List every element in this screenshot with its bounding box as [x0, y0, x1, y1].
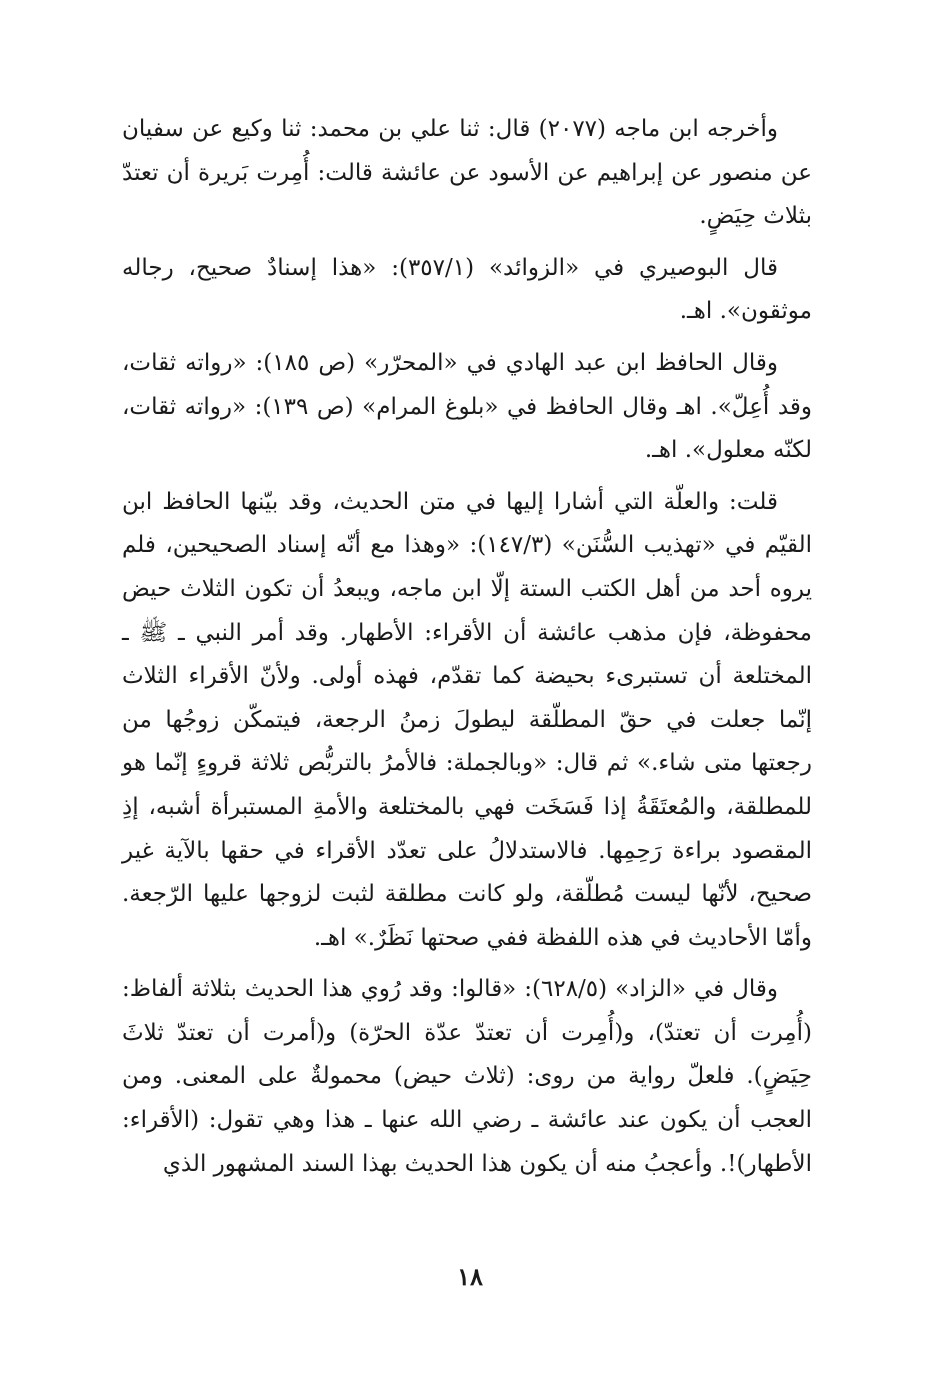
paragraph-ibn-majah: وأخرجه ابن ماجه (٢٠٧٧) قال: ثنا علي بن محمد: ثنا وكيع عن سفيان عن منصور عن إبراهيم عن الأسود عن عائشة قالت: أُمِرت بَريرة أن تعتدّ بثلاث حِيَضٍ. [122, 116, 812, 230]
paragraph-ibn-abd-al-hadi: وقال الحافظ ابن عبد الهادي في «المحرّر» (ص ١٨٥): «رواته ثقات، وقد أُعِلّ». اهـ وقال الحافظ في «بلوغ المرام» (ص ١٣٩): «رواته ثقات، لكنّه معلول». اهـ. [122, 349, 812, 464]
page-number: ١٨ [457, 1262, 483, 1291]
paragraph-busiri: قال البوصيري في «الزوائد» (٣٥٧/١): «هذا إسنادٌ صحيح، رجاله موثقون». اهـ. [122, 254, 812, 325]
paragraph-zad: وقال في «الزاد» (٦٢٨/٥): «قالوا: وقد رُوي هذا الحديث بثلاثة ألفاظ: (أُمِرت أن تعتدّ)، و(أُمِرت أن تعتدّ عدّة الحرّة) و(أمرت أن تعتدّ ثلاثَ حِيَضٍ). فلعلّ رواية من روى: (ثلاث حيض) محمولةٌ على المعنى. ومن العجب أن يكون عند عائشة ـ رضي الله عنها ـ هذا وهي تقول: (الأقراء: الأطهار)!. وأعجبُ منه أن يكون هذا الحديث بهذا السند المشهور الذي [122, 976, 812, 1177]
body-text [122, 108, 812, 1186]
paragraph-ibn-al-qayyim: قلت: والعلّة التي أشارا إليها في متن الحديث، وقد بيّنها الحافظ ابن القيّم في «تهذيب السُّنَن» (١٤٧/٣): «وهذا مع أنّه إسناد الصحيحين، فلم يروه أحد من أهل الكتب الستة إلّا ابن ماجه، ويبعدُ أن تكون الثلاث حيض محفوظة، فإن مذهب عائشة أن الأقراء: الأطهار. وقد أمر النبي ـ ﷺ ـ المختلعة أن تستبرىء بحيضة كما تقدّم، فهذه أولى. ولأنّ الأقراء الثلاث إنّما جعلت في حقّ المطلّقة ليطولَ زمنُ الرجعة، فيتمكّن زوجُها من رجعتها متى شاء.» ثم قال: «وبالجملة: فالأمرُ بالتربُّص ثلاثة قروءٍ إنّما هو للمطلقة، والمُعتَقَةُ إذا فَسَخَت فهي بالمختلعة والأمةِ المستبرأة أشبه، إذِ المقصود براءة رَحِمِها. فالاستدلالُ على تعدّد الأقراء في حقها بالآية غير صحيح، لأنّها ليست مُطلّقة، ولو كانت مطلقة لثبت لزوجها عليها الرّجعة. وأمّا الأحاديث في هذه اللفظة ففي صحتها نَظَرٌ.» اهـ. [122, 488, 812, 951]
